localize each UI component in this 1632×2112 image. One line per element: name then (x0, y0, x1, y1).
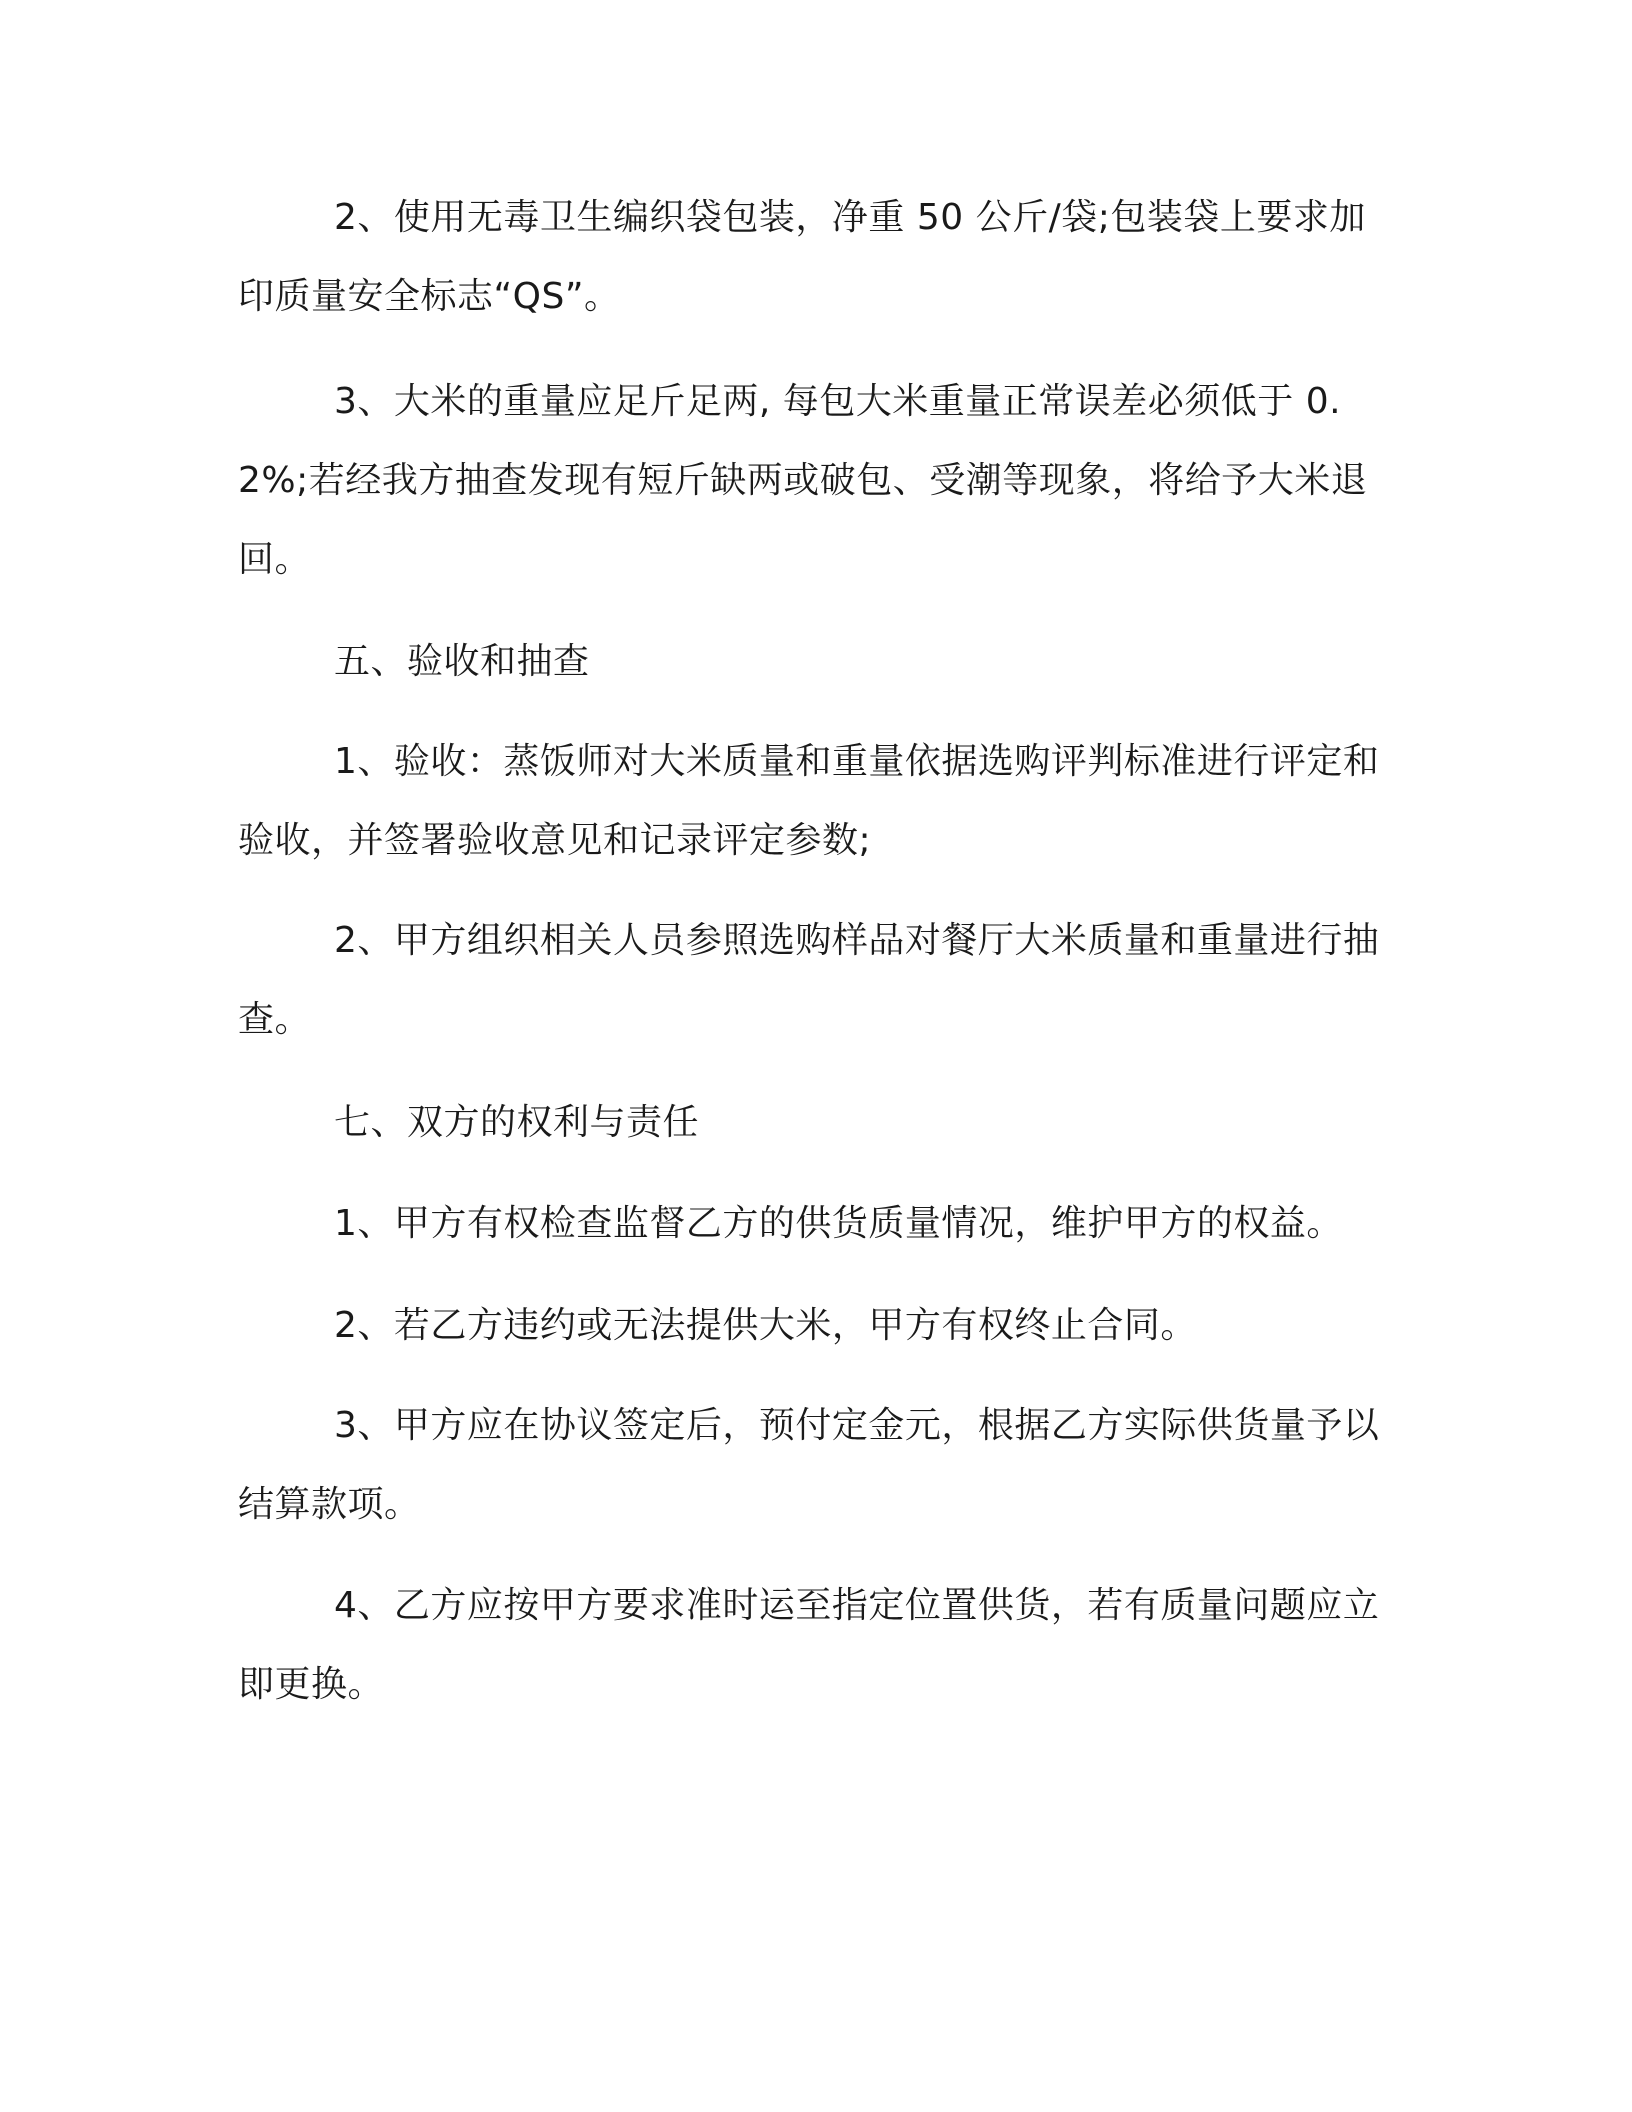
paragraph-spot-check: 2、甲方组织相关人员参照选购样品对餐厅大米质量和重量进行抽查。 (238, 920, 1380, 1040)
paragraph-delivery: 4、乙方应按甲方要求准时运至指定位置供货，若有质量问题应立即更换。 (238, 1585, 1380, 1705)
section-heading-inspection: 五、验收和抽查 (334, 641, 590, 682)
paragraph-packaging: 2、使用无毒卫生编织袋包装，净重 50 公斤/袋;包装袋上要求加印质量安全标志“QS”。 (238, 197, 1366, 317)
paragraph-acceptance: 1、验收：蒸饭师对大米质量和重量依据选购评判标准进行评定和验收，并签署验收意见和记录评定参数; (238, 741, 1380, 861)
paragraph-right-inspect: 1、甲方有权检查监督乙方的供货质量情况，维护甲方的权益。 (334, 1203, 1343, 1244)
paragraph-payment: 3、甲方应在协议签定后，预付定金元，根据乙方实际供货量予以结算款项。 (238, 1405, 1380, 1525)
paragraph-right-terminate: 2、若乙方违约或无法提供大米，甲方有权终止合同。 (334, 1305, 1197, 1346)
section-heading-rights: 七、双方的权利与责任 (334, 1102, 700, 1143)
paragraph-weight: 3、大米的重量应足斤足两, 每包大米重量正常误差必须低于 0.2%;若经我方抽查发现有短斤缺两或破包、受潮等现象，将给予大米退回。 (238, 381, 1368, 580)
